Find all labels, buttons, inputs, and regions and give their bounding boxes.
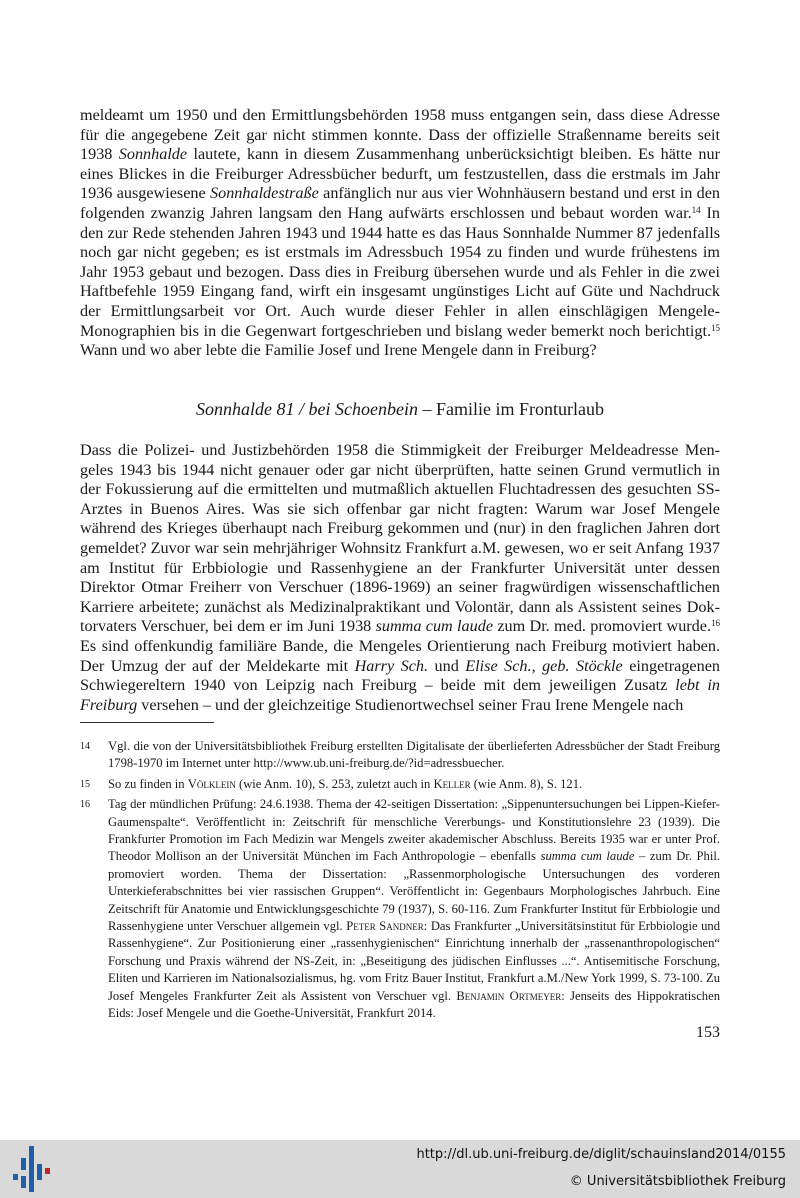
- author-name: Keller: [433, 776, 471, 791]
- footnote-text: Vgl. die von der Universitätsbibliothek Freiburg erstellten Digitalisate der überlieferten Adressbücher der Stadt Freiburg 1798-1970 im Internet unter http://www.ub.uni-freiburg.de/?id=adressbuecher.: [108, 739, 720, 771]
- footnote-text: – zum Dr. Phil. promoviert worden. Thema der Dissertation: „Rassenmorphologische Untersuchungen des vorderen Unterkieferabschnittes bei vier rassischen Gruppen“. Veröffentlicht in: Gegenbaurs Morphologisches Jahrbuch. Eine Zeitschrift für Anatomie und Entwicklungsgeschichte 79 (1937), S. 60-116. Zum Frankfurter Institut für Erbbiologie und Rassenhygiene unter Verschuer allgemein vgl.: [108, 849, 721, 934]
- italic-run: summa cum laude: [375, 617, 494, 636]
- body-paragraph-2: [80, 441, 720, 715]
- text-run: lautete, kann in diesem Zusammenhang unberücksichtigt bleiben. Es hätte nur eines Blickes in die Freiburger Adressbücher bedurft, um festzustellen, dass die erstmals im Jahr 1936 ausgewiesene: [80, 145, 721, 203]
- copyright-notice: © Universitätsbibliothek Freiburg: [569, 1174, 786, 1189]
- heading-italic: Sonnhalde 81 / bei Schoenbein: [196, 399, 418, 419]
- footnote-text: (wie Anm. 10), S. 253, zuletzt auch in: [235, 776, 434, 791]
- author-name: Völklein: [187, 776, 236, 791]
- footnote-15: [80, 776, 720, 793]
- footnote-divider: [80, 722, 214, 723]
- text-run: eingetragenen Schwiegereltern 1940 von Leipzig nach Freiburg – beide mit dem jeweiligen Zusatz: [80, 656, 720, 695]
- heading-plain: – Familie im Fronturlaub: [417, 399, 604, 419]
- author-name: Benjamin Ortmeyer: [456, 988, 562, 1003]
- page-number: 153: [696, 1024, 720, 1041]
- text-run: und: [428, 656, 466, 675]
- section-heading: [80, 397, 720, 421]
- author-name: Peter Sandner: [346, 919, 424, 934]
- footnote-number: 15: [80, 778, 90, 790]
- footnote-14: [80, 738, 720, 773]
- text-run: In den zur Rede stehenden Jahren 1943 und 1944 hatte es das Haus Sonnhalde Nummer 87 jedenfalls noch gar nicht gegeben; es ist erstmals im Adressbuch 1954 zu finden und wurde frühestens im Jahr 1953 gebaut und bezogen. Dass dies in Freiburg übersehen wurde und als Fehler in die zwei Haftbefehle 1959 Eingang fand, wirft ein insgesamt ungünstiges Licht auf Güte und Nachdruck der Ermittlungsarbeit vor Ort. Auch wurde dieser Fehler in allen einschlägigen Mengele-Monographien bis in die Gegenwart fortgeschrieben und bislang weder bemerkt noch berichtigt.: [80, 203, 721, 340]
- footnote-number: 16: [80, 799, 90, 811]
- text-run: meldeamt um 1950 und den Ermittlungsbehörden 1958 muss entgangen sein, dass diese Adresse für die angegebene Zeit gar nicht stimmen konnte. Dass der offizielle Straßenname bereits seit 1938: [80, 106, 720, 164]
- italic-run: Sonnhaldestraße: [210, 184, 319, 203]
- footnote-ref-14[interactable]: 14: [691, 204, 701, 215]
- footnote-16: [80, 796, 720, 1022]
- italic-run: Sonnhalde: [118, 145, 188, 164]
- footnote-text: Tag der mündlichen Prüfung: 24.6.1938. Thema der 42-seitigen Dissertation: „Sippenuntersuchungen bei Lippen-Kiefer-Gaumenspalte“. Veröffentlicht in: Zeitschrift für menschliche Vererbungs- und Konstitutionslehre 23 (1939). Die Frankfurter Promotion im Fach Medizin war Mengels zweiter akademischer Abschluss. Bereits 1935 war er unter Prof. Theodor Mollison an der Universität München im Fach Anthropologie – ebenfalls: [108, 797, 720, 864]
- italic-run: summa cum laude: [540, 849, 635, 864]
- ub-freiburg-logo-icon[interactable]: [12, 1144, 52, 1194]
- permalink-url[interactable]: http://dl.ub.uni-freiburg.de/diglit/schauinsland2014/0155: [416, 1147, 786, 1162]
- text-run: Es sind offenkundig familiäre Bande, die Mengeles Orientierung nach Freiburg motiviert haben. Der Umzug der auf der Meldekarte mit: [80, 636, 720, 675]
- footnote-text: : Jenseits des Hippokratischen Eids: Josef Mengele und die Goethe-Universität, Frankfurt 2014.: [108, 988, 720, 1021]
- text-run: versehen – und der gleichzeitige Studienortwechsel seiner Frau Irene Mengele nach: [137, 695, 684, 714]
- text-run: Dass die Polizei- und Justizbehörden 1958 die Stimmigkeit der Freiburger Meldeadresse Mengeles 1943 bis 1944 nicht genauer oder gar nicht überprüften, hatte seinen Grund vermutlich in der Fokussierung auf die ermittelten und mutmaßlich aktuellen Fluchtadressen des gesuchten SS-Arztes in Buenos Aires. Was sie sich offenbar gar nicht fragten: Warum war Josef Mengele während des Krieges überhaupt nach Freiburg gekommen und (nur) in den fraglichen Jahren dort gemeldet? Zuvor war sein mehrjähriger Wohnsitz Frankfurt a.M. gewesen, wo er seit Anfang 1937 am Institut für Erbbiologie und Rassenhygiene an der Frankfurter Universität unter dessen Direktor Otmar Freiherr von Verschuer (1896-1969) an seiner fragwürdigen wissenschaftlichen Karriere arbeitete; zunächst als Medizinalpraktikant und Volontär, dann als Assistent seines Doktorvaters Verschuer, bei dem er im Juni 1938: [80, 441, 720, 636]
- italic-run: Elise Sch., geb. Stöckle: [465, 656, 623, 675]
- text-run: Wann und wo aber lebte die Familie Josef und Irene Mengele dann in Freiburg?: [80, 341, 597, 360]
- footnote-text: : Das Frankfurter „Universitätsinstitut für Erbbiologie und Rassenhygiene“. Zur Positionierung einer „rassenhygienischen“ Einrichtung innerhalb der „rassenanthropologischen“ Forschung und Praxis während der NS-Zeit, in: „Beseitigung des jüdischen Einflusses ...“. Antisemitische Forschung, Eliten und Karrieren im Nationalsozialismus, hg. vom Fritz Bauer Institut, Frankfurt a.M./New York 1999, S. 73-100. Zu Josef Mengeles Frankfurter Zeit als Assistent von Verschuer vgl.: [108, 919, 721, 1003]
- footnote-number: 14: [80, 741, 90, 752]
- footnote-text: So zu finden in: [108, 776, 188, 791]
- footnotes: [80, 738, 720, 1026]
- text-run: zum Dr. med. promoviert wurde.: [493, 617, 711, 636]
- footnote-text: (wie Anm. 8), S. 121.: [470, 776, 583, 791]
- italic-run: lebt in Freiburg: [80, 676, 720, 714]
- footnote-ref-15[interactable]: 15: [711, 322, 720, 333]
- italic-run: Harry Sch.: [354, 656, 429, 675]
- footnote-ref-16[interactable]: 16: [711, 618, 720, 629]
- viewer-footer-bar: [0, 1140, 800, 1198]
- text-run: anfänglich nur aus vier Wohnhäusern bestand und erst in den folgenden zwanzig Jahren langsam den Hang aufwärts erschlossen und bebaut worden war.: [80, 184, 720, 222]
- body-paragraph-1: [80, 106, 720, 361]
